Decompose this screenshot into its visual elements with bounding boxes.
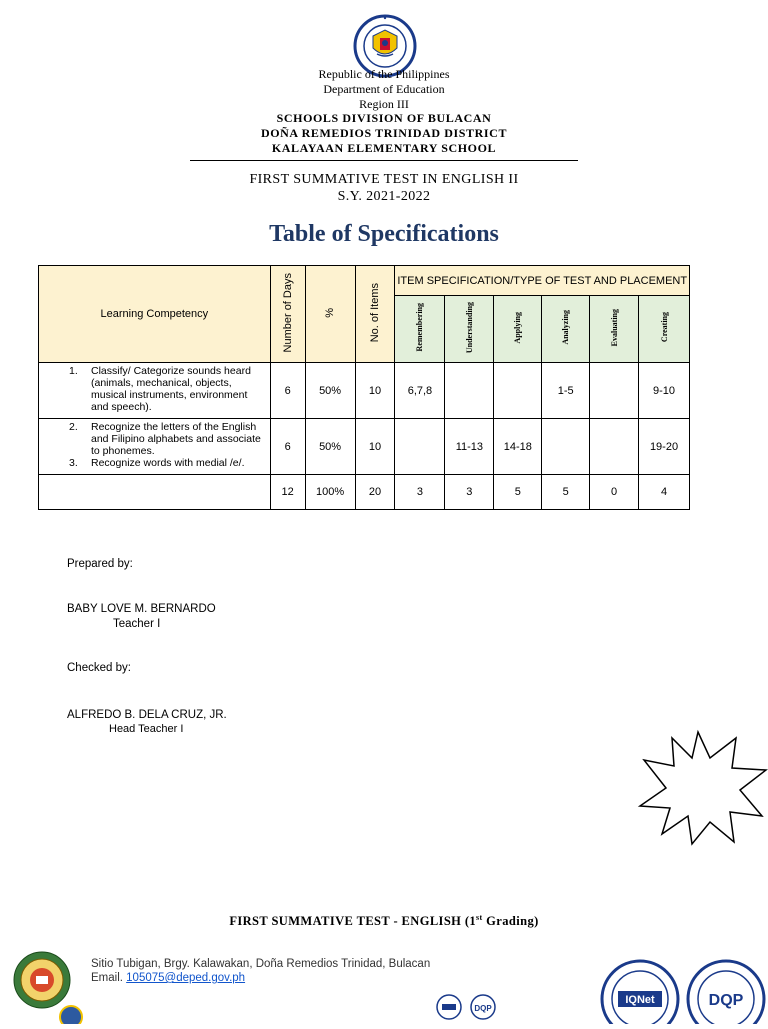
header-applying: Applying bbox=[494, 296, 542, 363]
footer-email-line: Email. 105075@deped.gov.ph bbox=[91, 972, 246, 984]
footer-title: FIRST SUMMATIVE TEST - ENGLISH (1st Grading) bbox=[229, 913, 539, 929]
percent-cell: 50% bbox=[305, 363, 355, 419]
evaluating-cell bbox=[590, 363, 639, 419]
analyzing-cell bbox=[542, 419, 590, 475]
header-region: Region III bbox=[359, 97, 409, 111]
prepared-by-title: Teacher I bbox=[113, 618, 161, 630]
page-title: Table of Specifications bbox=[269, 221, 499, 247]
items-cell: 10 bbox=[355, 419, 395, 475]
header-item-specification: ITEM SPECIFICATION/TYPE OF TEST AND PLACEMENT bbox=[395, 266, 690, 296]
prepared-by-label: Prepared by: bbox=[67, 558, 133, 570]
analyzing-cell: 1-5 bbox=[542, 363, 590, 419]
competency-cell: 2. Recognize the letters of the English and Filipino alphabets and associate to phonemes. 3. Recognize words with medial /e/. bbox=[39, 419, 271, 475]
items-cell: 10 bbox=[355, 363, 395, 419]
checked-by-title: Head Teacher I bbox=[109, 723, 184, 735]
header-district: DOÑA REMEDIOS TRINIDAD DISTRICT bbox=[260, 126, 508, 140]
header-remembering: Remembering bbox=[395, 296, 445, 363]
header-learning-competency: Learning Competency bbox=[39, 266, 271, 363]
starburst-shape bbox=[636, 728, 768, 846]
footer-address-block bbox=[91, 957, 430, 985]
header-understanding: Understanding bbox=[445, 296, 494, 363]
total-items-cell: 20 bbox=[355, 475, 395, 510]
totals-row bbox=[39, 475, 690, 510]
header-divider bbox=[190, 160, 578, 161]
percent-cell: 50% bbox=[305, 419, 355, 475]
dqp-logo bbox=[684, 957, 768, 1024]
header-division: SCHOOLS DIVISION OF BULACAN bbox=[276, 111, 492, 125]
total-understanding-cell: 3 bbox=[445, 475, 494, 510]
header-analyzing: Analyzing bbox=[542, 296, 590, 363]
school-seal-logo bbox=[12, 950, 72, 1010]
header-republic: Republic of the Philippines bbox=[318, 67, 450, 81]
total-applying-cell: 5 bbox=[494, 475, 542, 510]
understanding-cell bbox=[445, 363, 494, 419]
creating-cell: 19-20 bbox=[639, 419, 690, 475]
email-link[interactable]: 105075@deped.gov.ph bbox=[126, 972, 246, 984]
evaluating-cell bbox=[590, 419, 639, 475]
understanding-cell: 11-13 bbox=[445, 419, 494, 475]
header-percent: % bbox=[305, 266, 355, 363]
header-evaluating: Evaluating bbox=[590, 296, 639, 363]
competency-cell: 1. Classify/ Categorize sounds heard (animals, mechanical, objects, musical instruments, environment and speech). bbox=[39, 363, 271, 419]
small-iqnet-icon bbox=[436, 994, 462, 1020]
svg-text:DQP: DQP bbox=[708, 992, 744, 1009]
remembering-cell bbox=[395, 419, 445, 475]
header-number-of-days: Number of Days bbox=[270, 266, 305, 363]
creating-cell: 9-10 bbox=[639, 363, 690, 419]
prepared-by-name: BABY LOVE M. BERNARDO bbox=[67, 603, 216, 615]
totals-label-cell bbox=[39, 475, 271, 510]
total-analyzing-cell: 5 bbox=[542, 475, 590, 510]
header-creating: Creating bbox=[639, 296, 690, 363]
svg-text:DQP: DQP bbox=[474, 1004, 492, 1013]
test-title: FIRST SUMMATIVE TEST IN ENGLISH II bbox=[249, 172, 519, 187]
total-percent-cell: 100% bbox=[305, 475, 355, 510]
small-dqp-icon bbox=[470, 994, 496, 1020]
total-evaluating-cell: 0 bbox=[590, 475, 639, 510]
applying-cell bbox=[494, 363, 542, 419]
days-cell: 6 bbox=[270, 419, 305, 475]
header-department: Department of Education bbox=[323, 82, 445, 96]
total-remembering-cell: 3 bbox=[395, 475, 445, 510]
checked-by-label: Checked by: bbox=[67, 662, 131, 674]
remembering-cell: 6,7,8 bbox=[395, 363, 445, 419]
footer-address: Sitio Tubigan, Brgy. Kalawakan, Doña Remedios Trinidad, Bulacan bbox=[91, 958, 431, 970]
svg-text:IQNet: IQNet bbox=[625, 994, 655, 1006]
table-header-row bbox=[39, 266, 690, 296]
applying-cell: 14-18 bbox=[494, 419, 542, 475]
total-days-cell: 12 bbox=[270, 475, 305, 510]
header-no-of-items: No. of Items bbox=[355, 266, 395, 363]
certified-management-system-logo bbox=[598, 957, 682, 1024]
table-row bbox=[39, 363, 690, 419]
total-creating-cell: 4 bbox=[639, 475, 690, 510]
small-seal-logo bbox=[58, 1004, 84, 1024]
table-row bbox=[39, 419, 690, 475]
checked-by-name: ALFREDO B. DELA CRUZ, JR. bbox=[67, 709, 227, 721]
days-cell: 6 bbox=[270, 363, 305, 419]
school-year: S.Y. 2021-2022 bbox=[337, 189, 431, 204]
header-school: KALAYAAN ELEMENTARY SCHOOL bbox=[271, 141, 497, 155]
specifications-table bbox=[38, 265, 690, 510]
